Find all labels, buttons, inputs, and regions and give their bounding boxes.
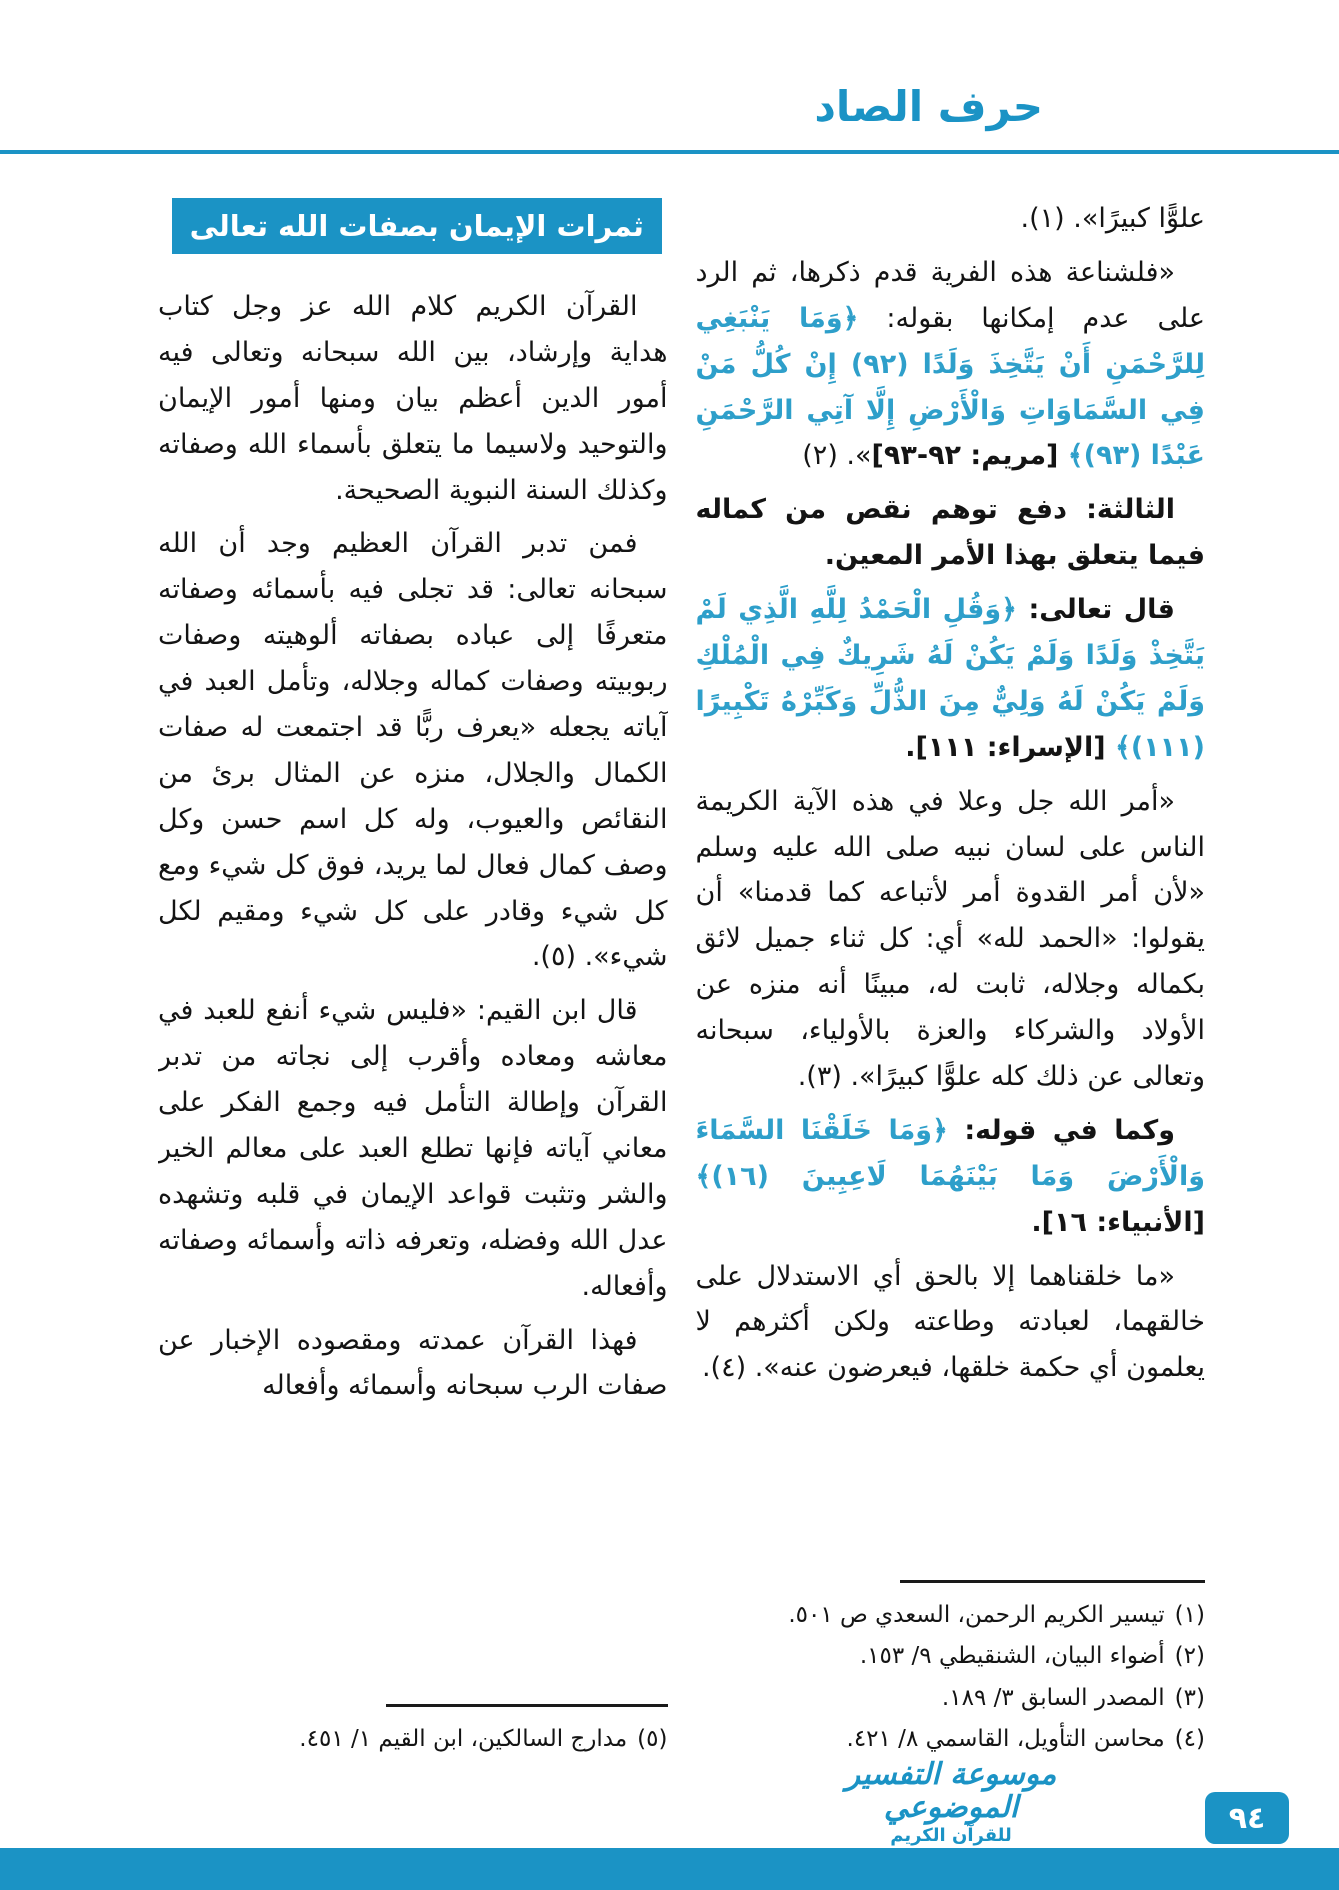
commentary-text: ». (٢) [802, 440, 872, 472]
quran-verse: ﴿وَمَا خَلَقْنَا السَّمَاءَ وَالْأَرْضَ وَمَا بَيْنَهُمَا لَاعِبِينَ (١٦)﴾ [695, 1114, 1205, 1192]
footnotes-left [158, 1696, 668, 1762]
verse-reference: [الأنبياء: ١٦]. [1031, 1206, 1205, 1238]
chapter-title: حرف الصاد [814, 82, 1043, 131]
footnote-separator [900, 1580, 1205, 1583]
paragraph [696, 587, 1206, 771]
footer-bar [0, 1848, 1339, 1890]
commentary-text: قال تعالى: [1016, 594, 1175, 626]
paragraph [696, 250, 1206, 479]
paragraph: قال ابن القيم: «فليس شيء أنفع للعبد في معاشه ومعاده وأقرب إلى نجاته من تدبر القرآن وإطالة التأمل فيه وجمع الفكر على معاني آياته فإنها تطلع العبد على معالم الخير والشر وتثبت قواعد الإيمان في قلبه وتشهده عدل الله وفضله، وتعرفه ذاته وأسمائه وصفاته وأفعاله. [158, 995, 668, 1302]
footnote-text: تيسير الكريم الرحمن، السعدي ص ٥٠١. [788, 1602, 1165, 1628]
footnote-text: أضواء البيان، الشنقيطي ٩/ ١٥٣. [859, 1643, 1165, 1670]
footnote [696, 1597, 1206, 1634]
paragraph: «أمر الله جل وعلا في هذه الآية الكريمة الناس على لسان نبيه صلى الله عليه وسلم «لأن أمر القدوة أمر لأتباعه كما قدمنا» أن يقولوا: «الحمد لله» أي: كل ثناء جميل لائق بكماله وجلاله، ثابت له، مبينًا أنه منزه عن الأولاد والشركاء والعزة بالأولياء، سبحانه وتعالى عن ذلك كله علوًّا كبيرًا». (٣). [695, 785, 1205, 1093]
paragraph: فهذا القرآن عمدته ومقصوده الإخبار عن صفات الرب سبحانه وأسمائه وأفعاله [158, 1324, 668, 1402]
commentary-text: «فلشناعة هذه الفرية قدم ذكرها، ثم الرد على عدم إمكانها بقوله: [695, 256, 1205, 334]
commentary-text: وكما في قوله: [947, 1114, 1175, 1146]
paragraph: فمن تدبر القرآن العظيم وجد أن الله سبحانه تعالى: قد تجلى فيه بأسمائه وصفاته متعرفًا إلى عباده بصفاته ألوهيته وصفات ربوبيته وصفات كماله وجلاله، وتأمل العبد في آياته يجعله «يعرف ربًّا قد اجتمعت له صفات الكمال والجلال، منزه عن المثال برئ من النقائص والعيوب، وله كل اسم حسن وكل وصف كمال فعال لما يريد، فوق كل شيء ومع كل شيء وقادر على كل شيء ومقيم لكل شيء». (٥). [158, 528, 668, 973]
verse-reference: [الإسراء: ١١١]. [905, 731, 1116, 763]
paragraph [696, 1108, 1206, 1246]
footnote-text: مدارج السالكين، ابن القيم ١/ ٤٥١. [299, 1725, 628, 1752]
publisher-logo-title: موسوعة التفسير الموضوعي [845, 1757, 1057, 1826]
page-body [158, 196, 1205, 1762]
footnote-text: المصدر السابق ٣/ ١٨٩. [941, 1684, 1165, 1711]
paragraph-heading: الثالثة: دفع توهم نقص من كماله فيما يتعلق بهذا الأمر المعين. [695, 494, 1205, 572]
page-number: ٩٤ [1228, 1800, 1266, 1836]
footnote [696, 1638, 1206, 1675]
header-divider-line [0, 150, 1339, 154]
footnote-marker: (٢) [1174, 1643, 1205, 1670]
paragraph: القرآن الكريم كلام الله عز وجل كتاب هداية وإرشاد، بين الله سبحانه وتعالى فيه أمور الدين أعظم بيان ومنها أمور الإيمان والتوحيد ولاسيما ما يتعلق بأسماء الله وصفاته وكذلك السنة النبوية الصحيحة. [158, 291, 668, 506]
quran-verse: ﴿وَقُلِ الْحَمْدُ لِلَّهِ الَّذِي لَمْ يَتَّخِذْ وَلَدًا وَلَمْ يَكُنْ لَهُ شَرِيكٌ فِي الْمُلْكِ وَلَمْ يَكُنْ لَهُ وَلِيٌّ مِنَ الذُّلِّ وَكَبِّرْهُ تَكْبِيرًا (١١١)﴾ [695, 594, 1205, 763]
footnotes-right [696, 1572, 1206, 1762]
footnote-marker: (٣) [1174, 1684, 1205, 1711]
footnote-marker: (٤) [1174, 1725, 1205, 1752]
paragraph: «ما خلقناهما إلا بالحق أي الاستدلال على خالقهما، لعبادته وطاعته ولكن أكثرهم لا يعلمون أي حكمة خلقها، فيعرضون عنه». (٤). [695, 1260, 1205, 1384]
footnote-marker: (٥) [637, 1725, 668, 1752]
footnote-marker: (١) [1174, 1602, 1205, 1628]
footnote [696, 1721, 1206, 1758]
footnote [158, 1721, 668, 1758]
footnote-text: محاسن التأويل، القاسمي ٨/ ٤٢١. [846, 1725, 1165, 1752]
left-column [158, 196, 668, 1762]
quran-verse: ﴿وَمَا يَنْبَغِي لِلرَّحْمَنِ أَنْ يَتَّخِذَ وَلَدًا (٩٢) إِنْ كُلُّ مَنْ فِي السَّمَاوَاتِ وَالْأَرْضِ إِلَّا آتِي الرَّحْمَنِ عَبْدًا (٩٣)﴾ [695, 302, 1205, 472]
verse-reference: [مريم: ٩٢-٩٣] [871, 440, 1068, 472]
right-column [696, 196, 1206, 1762]
page-number-badge [1205, 1792, 1289, 1844]
footnote-separator [386, 1704, 668, 1707]
paragraph: علوًّا كبيرًا». (١). [1020, 203, 1205, 234]
section-title: ثمرات الإيمان بصفات الله تعالى [172, 198, 662, 254]
footnote [696, 1680, 1206, 1717]
publisher-logo-subtitle: للقرآن الكريم [890, 1825, 1012, 1847]
publisher-logo [806, 1758, 1096, 1846]
